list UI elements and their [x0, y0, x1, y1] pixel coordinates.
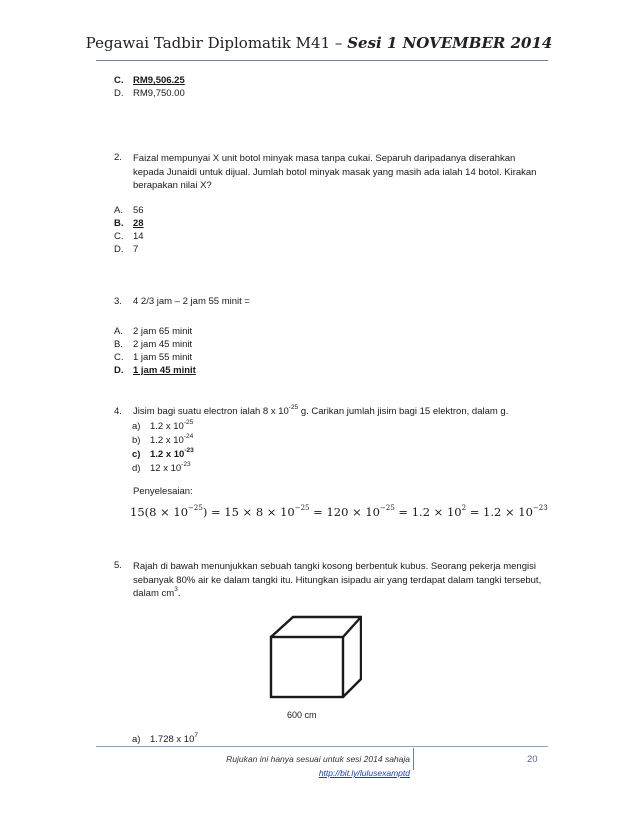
q1-option-c: RM9,506.25 [133, 75, 185, 86]
q4-text-exp: -25 [288, 403, 299, 411]
q5-option-a: 1.728 x $10^7$ [150, 731, 198, 745]
q2-option-label-a: A. [114, 205, 123, 216]
q4-text-before: Jisim bagi suatu electron ialah 8 x 10 [133, 406, 289, 417]
q3-option-b: 2 jam 45 minit [133, 339, 193, 350]
q4-option-label-d: d) [132, 463, 141, 474]
q3-option-label-a: A. [114, 326, 123, 337]
q2-option-a: 56 [133, 205, 144, 216]
cube-front-face [271, 637, 343, 697]
q2-option-label-c: C. [114, 231, 124, 242]
q4-solution-label: Penyelesaian: [133, 486, 193, 497]
q4-solution-formula: $15(8 \times 10^{-25}) = 15 \times 8 \times 10^{-25} = 120 \times 10^{-25} = 1.2 \times 10^2 = 1.2 \times 10^{-23}$ [130, 504, 548, 519]
q2-number: 2. [114, 152, 122, 163]
q2-option-b: 28 [133, 218, 144, 229]
q2-option-d: 7 [133, 244, 139, 255]
q4-option-label-c: c) [132, 449, 141, 460]
q1-option-d: RM9,750.00 [133, 88, 185, 99]
q1-option-label-c: C. [114, 75, 124, 86]
q4-option-b: 1.2 x $10^{-24}$ [150, 432, 194, 446]
q5-option-label-a: a) [132, 734, 141, 745]
page-number: 20 [527, 754, 538, 765]
footer-note-text: Rujukan ini hanya sesuai untuk sesi 2014 sahaja [226, 754, 410, 764]
footer-divider [96, 746, 548, 747]
q4-option-label-b: b) [132, 435, 141, 446]
q2-text: Faizal mempunyai X unit botol minyak masa tanpa cukai. Separuh daripadanya diserahkan kepada Junaidi untuk dijual. Jumlah botol minyak masak yang masih ada ialah 14 botol. Kirakan berapakan nilai X? [133, 153, 537, 191]
q4-option-label-a: a) [132, 421, 141, 432]
header-divider [96, 60, 548, 61]
footer-link[interactable]: http://bit.ly/lulusexamptd [318, 768, 410, 778]
q5-number: 5. [114, 560, 122, 571]
q1-option-label-d: D. [114, 88, 124, 99]
q4-text [133, 403, 509, 417]
q3-option-label-d: D. [114, 365, 124, 376]
cube-dimension-label: 600 cm [287, 710, 317, 720]
q4-number: 4. [114, 406, 122, 417]
q3-option-d: 1 jam 45 minit [133, 365, 196, 376]
q4-option-a: 1.2 x $10^{-25}$ [150, 418, 194, 432]
q3-option-label-c: C. [114, 352, 124, 363]
q3-option-label-b: B. [114, 339, 123, 350]
footer-separator [413, 748, 414, 770]
q5-text: Rajah di bawah menunjukkan sebuah tangki kosong berbentuk kubus. Seorang pekerja mengisi sebanyak 80% air ke dalam tangki itu. Hitungkan isipadu air yang terdapat dalam tangki tersebut, dalam $cm^3$. [133, 561, 542, 599]
q2-option-label-d: D. [114, 244, 124, 255]
header-title: Pegawai Tadbir Diplomatik M41 – [85, 34, 343, 52]
page-header [0, 34, 638, 52]
header-session: Sesi 1 NOVEMBER 2014 [347, 34, 553, 52]
q3-text: 4 2/3 jam – 2 jam 55 minit = [133, 296, 250, 307]
q3-option-a: 2 jam 65 minit [133, 326, 193, 337]
q4-option-c: 1.2 x $10^{-23}$ [150, 446, 194, 460]
q4-text-after: g. Carikan jumlah jisim bagi 15 elektron, dalam g. [298, 406, 509, 417]
cube-side-face [343, 617, 361, 697]
cube-diagram [262, 614, 362, 704]
footer-note [200, 752, 410, 780]
q3-option-c: 1 jam 55 minit [133, 352, 193, 363]
q3-number: 3. [114, 296, 122, 307]
q4-option-d: 12 x $10^{-23}$ [150, 460, 191, 474]
cube-top-face [271, 617, 361, 637]
q2-option-label-b: B. [114, 218, 124, 229]
q2-option-c: 14 [133, 231, 144, 242]
